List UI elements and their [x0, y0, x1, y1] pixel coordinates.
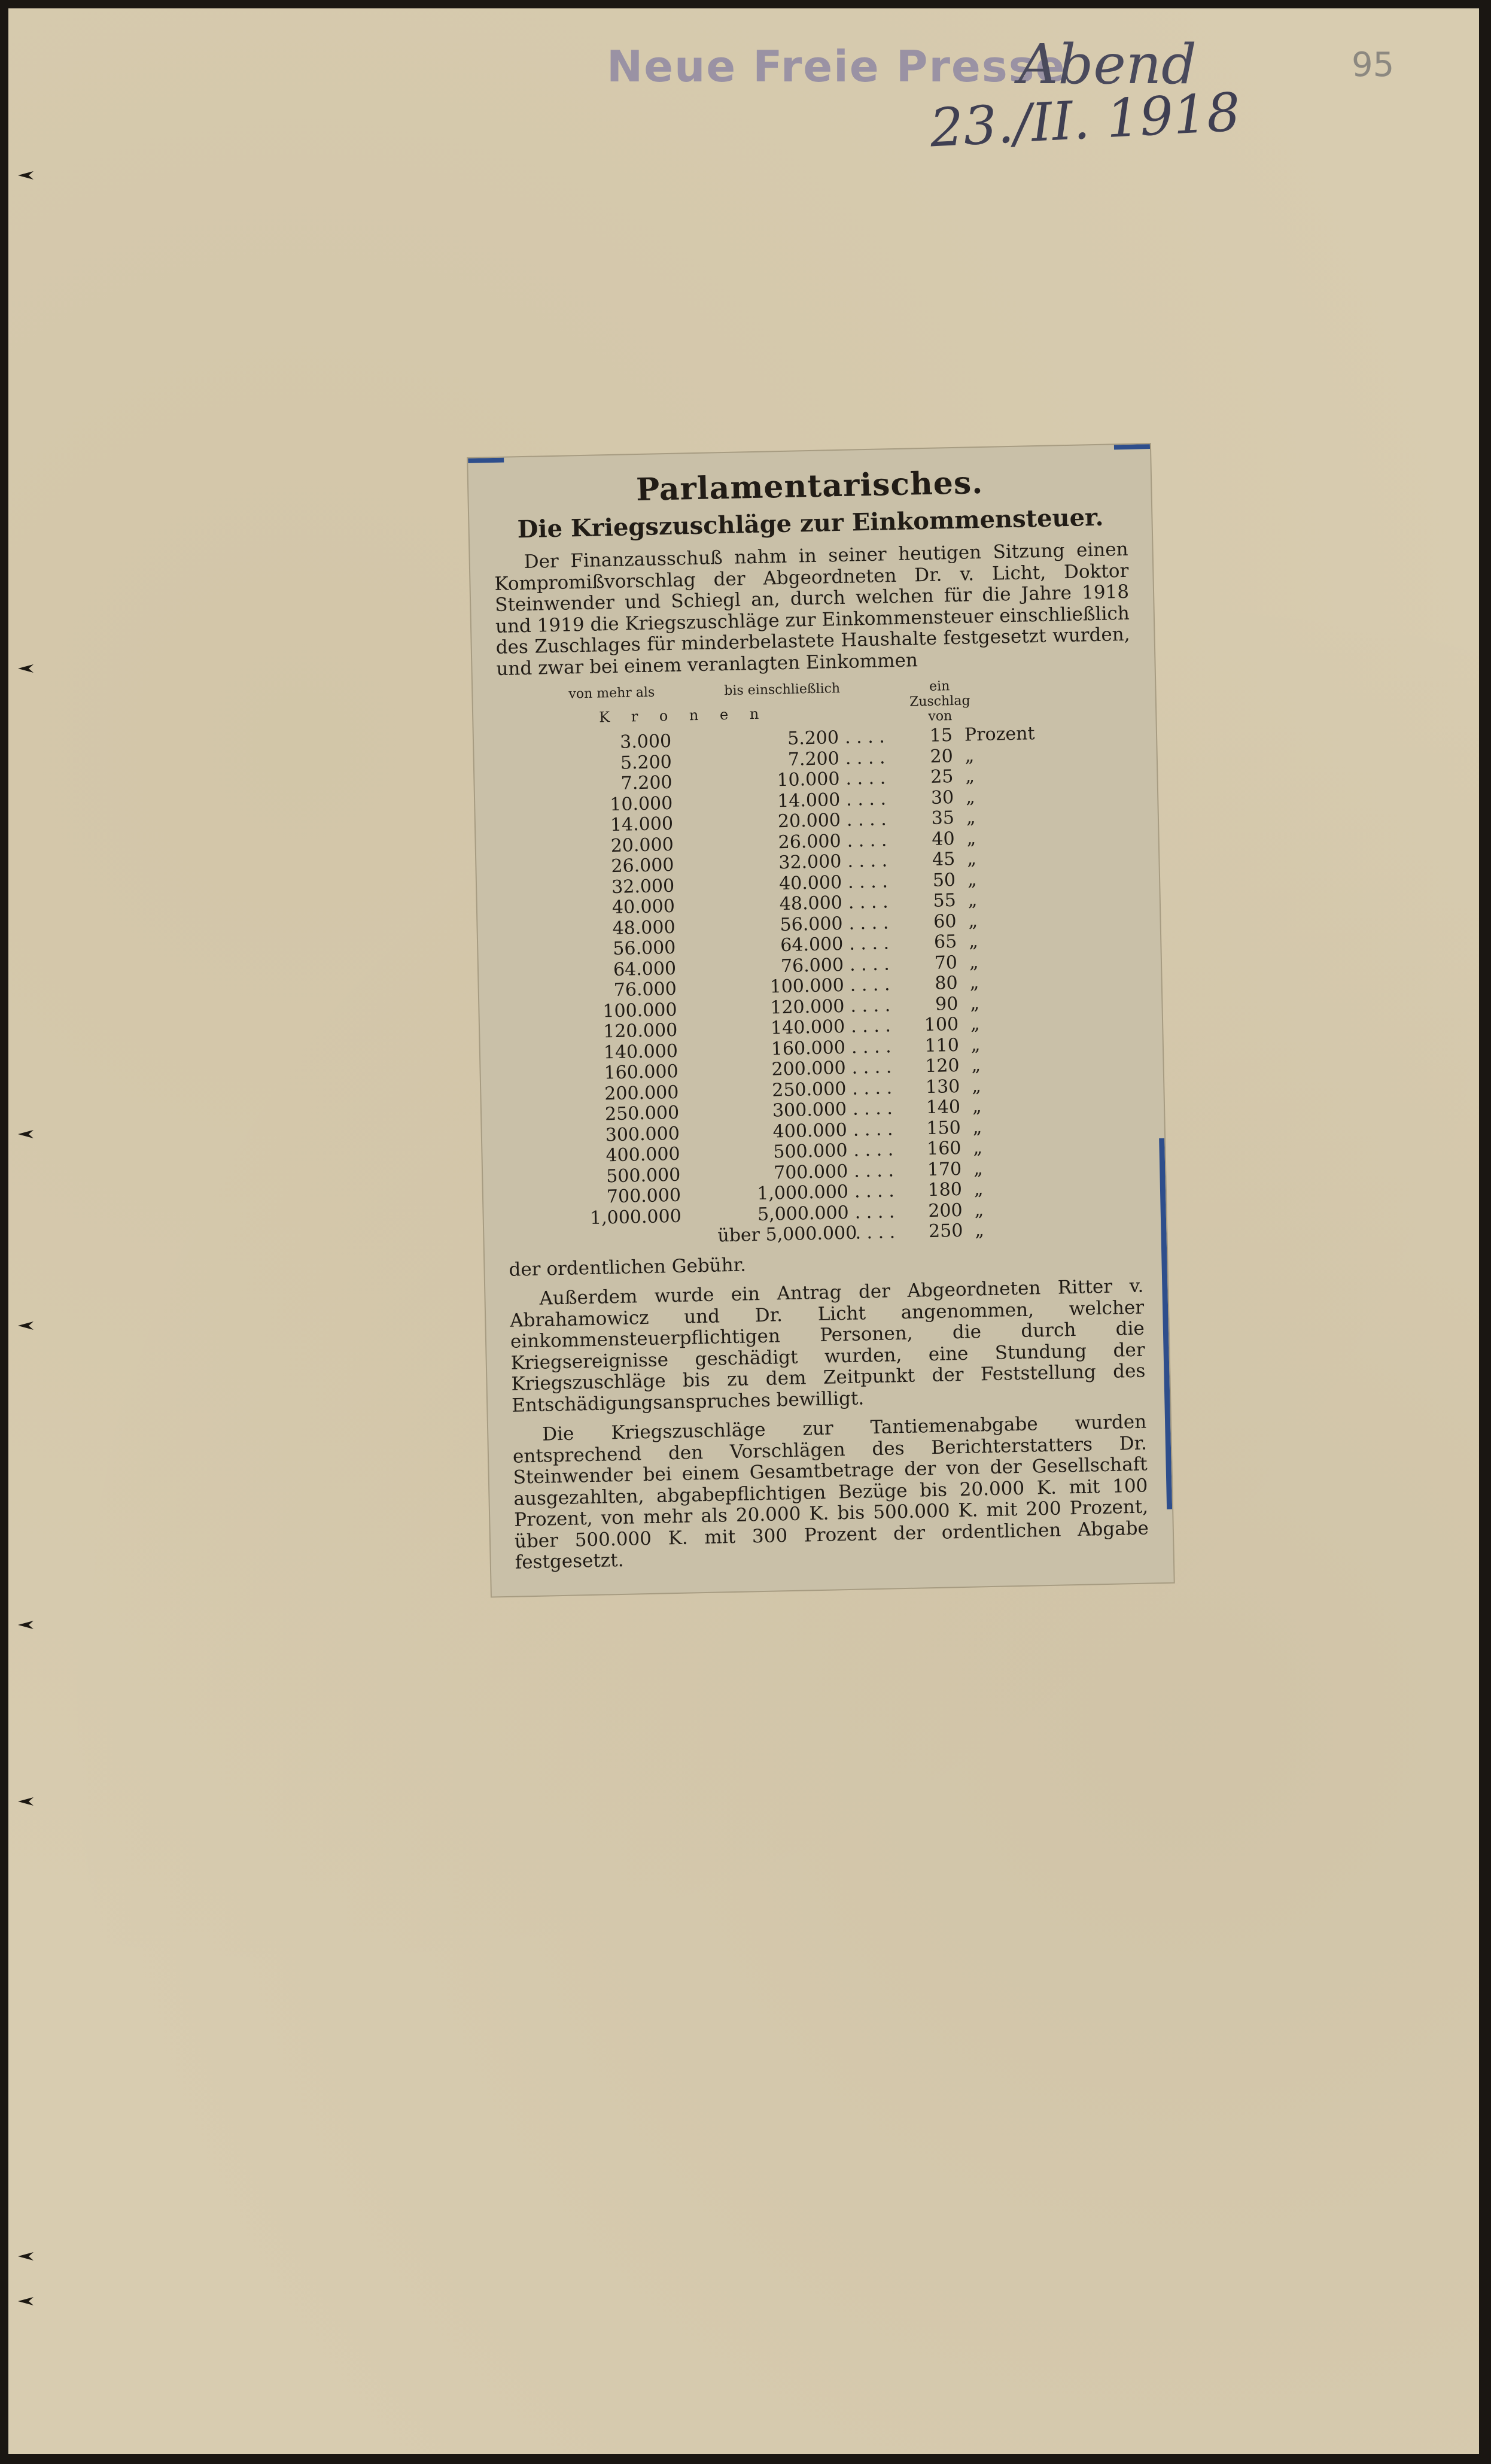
cell-to: 300.000: [772, 1098, 847, 1122]
cell-percent: 35: [931, 807, 955, 829]
cell-to: 56.000: [780, 913, 843, 935]
cell-from: 20.000: [610, 834, 674, 856]
cell-unit: „: [971, 1055, 981, 1076]
cell-percent: 30: [930, 786, 954, 809]
leader-dots: . . . .: [847, 829, 887, 852]
leader-dots: . . . .: [847, 870, 888, 893]
cell-unit: „: [968, 910, 978, 932]
cell-unit: „: [966, 827, 976, 849]
punch-hole-mark: [17, 1319, 35, 1332]
cell-unit: „: [969, 951, 979, 973]
cell-to: 10.000: [777, 768, 840, 791]
cell-from: 1,000.000: [589, 1205, 682, 1229]
cell-unit: „: [970, 1013, 981, 1035]
cell-to: 160.000: [771, 1037, 846, 1060]
cell-to: 140.000: [770, 1016, 845, 1039]
cell-percent: 70: [934, 952, 958, 974]
punch-hole-mark: [17, 2295, 35, 2308]
cell-unit: „: [974, 1199, 984, 1220]
cell-from: 250.000: [604, 1102, 680, 1125]
cell-percent: 150: [926, 1117, 961, 1139]
cell-from: 26.000: [611, 854, 674, 877]
cell-to: 5.200: [787, 727, 839, 749]
cell-percent: 65: [933, 931, 957, 953]
cell-to: 32.000: [778, 851, 842, 874]
page-number: 95: [1352, 45, 1395, 84]
cell-from: 7.200: [620, 771, 673, 794]
cell-percent: 100: [924, 1013, 959, 1036]
cell-from: 120.000: [603, 1019, 678, 1043]
leader-dots: . . . .: [851, 1035, 891, 1058]
cell-from: 32.000: [611, 875, 675, 898]
leader-dots: . . . .: [853, 1159, 894, 1182]
cell-to: 26.000: [778, 830, 842, 853]
cell-unit: „: [967, 889, 978, 911]
blue-edge-mark: [1114, 444, 1150, 449]
leader-dots: . . . .: [855, 1222, 896, 1244]
punch-hole-mark: [17, 169, 35, 182]
cell-percent: 120: [924, 1055, 960, 1077]
cell-unit: „: [968, 931, 979, 952]
leader-dots: . . . .: [854, 1201, 895, 1223]
cell-percent: 180: [927, 1178, 963, 1201]
cell-to: 400.000: [772, 1119, 848, 1143]
leader-dots: . . . .: [854, 1180, 895, 1202]
cell-from: 10.000: [609, 792, 673, 815]
cell-unit: „: [966, 848, 977, 870]
cell-to: 200.000: [771, 1057, 846, 1080]
article-subtitle: Die Kriegszuschläge zur Einkommensteuer.: [517, 503, 1104, 544]
cell-percent: 110: [924, 1034, 960, 1056]
surcharge-table: [498, 722, 1143, 1251]
cell-from: 160.000: [604, 1061, 679, 1084]
punch-hole-mark: [17, 2250, 35, 2263]
cell-unit: „: [965, 765, 975, 787]
col-header-to: bis einschließlich: [724, 680, 841, 699]
cell-unit: Prozent: [964, 723, 1035, 746]
cell-percent: 160: [926, 1137, 961, 1160]
leader-dots: . . . .: [846, 809, 887, 831]
archive-sheet: [8, 8, 1479, 2454]
leader-dots: . . . .: [851, 1077, 893, 1099]
cell-unit: „: [967, 868, 977, 891]
cell-percent: 130: [925, 1075, 960, 1098]
cell-from: 48.000: [612, 916, 675, 939]
cell-to: 5,000.000: [757, 1202, 850, 1225]
cell-from: 100.000: [603, 999, 677, 1022]
cell-percent: 25: [930, 766, 954, 788]
cell-from: 64.000: [613, 958, 677, 980]
cell-from: 5.200: [620, 751, 673, 774]
cell-to: 64.000: [780, 933, 844, 956]
leader-dots: . . . .: [847, 850, 888, 872]
cell-to: 250.000: [771, 1078, 847, 1101]
article-paragraph-3: Die Kriegszuschläge zur Tantiemenabgabe wurden entsprechend den Vorschlägen des Berichterstatters Dr. Steinwender bei einem Gesamtbetrage der von der Gesellschaft ausgezahlten, abgabepflichtigen Bezüge bis 20.000 K. mit 100 Prozent, von mehr als 20.000 K. bis 500.000 K. mit 200 Prozent, über 500.000 K. mit 300 Prozent der ordentlichen Abgabe festgesetzt.: [512, 1411, 1149, 1573]
leader-dots: . . . .: [848, 891, 888, 913]
leader-dots: . . . .: [844, 726, 886, 748]
leader-dots: . . . .: [848, 932, 890, 955]
cell-from: 140.000: [603, 1040, 678, 1063]
cell-from: 76.000: [613, 978, 677, 1001]
cell-to: 100.000: [769, 974, 845, 998]
cell-unit: „: [973, 1137, 983, 1159]
leader-dots: . . . .: [845, 746, 886, 769]
cell-unit: „: [972, 1096, 982, 1117]
handwritten-date: 23./II. 1918: [928, 81, 1242, 159]
article-intro: Der Finanzausschuß nahm in seiner heutigen Sitzung einen Kompromißvorschlag der Abgeordneten Dr. v. Licht, Doktor Steinwender und Schiegl an, durch welchen für die Jahre 1918 und 1919 die Kriegszuschläge zur Einkommensteuer einschließlich des Zuschlages für minderbelastete Haushalte festgesetzt wurden, und zwar bei einem veranlagten Einkommen: [494, 538, 1130, 680]
after-table-text: der ordentlichen Gebühr.: [509, 1254, 747, 1281]
cell-to: 700.000: [773, 1160, 848, 1183]
cell-percent: 55: [933, 890, 957, 912]
cell-unit: „: [973, 1178, 984, 1200]
cell-to: 20.000: [777, 810, 841, 833]
cell-to: 1,000.000: [756, 1181, 849, 1205]
blue-edge-mark: [468, 458, 504, 463]
cell-unit: „: [964, 745, 975, 767]
newspaper-stamp: Neue Freie Presse: [607, 41, 1066, 92]
cell-to: 14.000: [777, 789, 841, 812]
leader-dots: . . . .: [853, 1139, 894, 1161]
leader-dots: . . . .: [852, 1098, 893, 1120]
cell-unit: „: [972, 1116, 982, 1138]
cell-to: 120.000: [770, 995, 845, 1019]
punch-hole-mark: [17, 1128, 35, 1141]
leader-dots: . . . .: [849, 953, 890, 976]
cell-to: 76.000: [780, 954, 844, 977]
cell-percent: 250: [928, 1220, 963, 1242]
col-header-from: von mehr als: [568, 685, 655, 702]
cell-unit: „: [974, 1220, 985, 1241]
cell-unit: „: [973, 1157, 984, 1179]
cell-to: 40.000: [778, 871, 842, 894]
cell-percent: 200: [927, 1199, 963, 1222]
cell-to: über 5,000.000: [717, 1222, 857, 1247]
cell-unit: „: [971, 1075, 982, 1097]
cell-percent: 45: [932, 849, 956, 870]
cell-percent: 90: [935, 993, 958, 1015]
cell-from: 200.000: [604, 1081, 679, 1104]
cell-from: 300.000: [605, 1123, 680, 1146]
cell-to: 500.000: [773, 1140, 848, 1163]
punch-hole-mark: [17, 662, 35, 675]
cell-percent: 80: [935, 972, 958, 994]
leader-dots: . . . .: [848, 912, 889, 934]
cell-from: 40.000: [611, 895, 675, 919]
handwritten-edition: Abend: [1018, 32, 1197, 96]
col-header-pct: ein Zuschlag von: [909, 679, 970, 724]
cell-percent: 40: [932, 828, 955, 850]
cell-from: 700.000: [606, 1184, 681, 1208]
cell-percent: 60: [933, 910, 957, 932]
leader-dots: . . . .: [850, 994, 891, 1017]
newspaper-clipping: [468, 444, 1174, 1596]
punch-hole-mark: [17, 1795, 35, 1808]
cell-to: 7.200: [787, 748, 840, 770]
cell-percent: 15: [929, 725, 953, 746]
leader-dots: . . . .: [851, 1056, 892, 1078]
leader-dots: . . . .: [853, 1118, 893, 1141]
cell-from: 14.000: [610, 813, 674, 836]
cell-unit: „: [966, 807, 976, 828]
leader-dots: . . . .: [845, 788, 887, 810]
punch-hole-mark: [17, 1618, 35, 1631]
cell-from: 400.000: [605, 1143, 680, 1166]
cell-unit: „: [970, 992, 980, 1014]
cell-unit: „: [969, 972, 979, 994]
article-title: Parlamentarisches.: [635, 464, 984, 509]
cell-percent: 20: [930, 745, 954, 767]
cell-percent: 50: [932, 869, 956, 891]
leader-dots: . . . .: [850, 1015, 891, 1037]
leader-dots: . . . .: [850, 974, 890, 996]
blue-edge-mark: [1159, 1138, 1172, 1509]
cell-from: 3.000: [619, 730, 672, 753]
cell-percent: 170: [927, 1158, 962, 1180]
article-paragraph-2: Außerdem wurde ein Antrag der Abgeordneten Ritter v. Abrahamowicz und Dr. Licht angenommen, welcher einkommensteuerpflichtigen Personen, die durch die Kriegsereignisse geschädigt wurden, eine Stundung der Kriegszuschläge bis zu dem Zeitpunkt der Feststellung des Entschädigungsanspruches bewilligt.: [509, 1275, 1146, 1417]
leader-dots: . . . .: [845, 767, 886, 789]
cell-unit: „: [970, 1034, 981, 1056]
cell-from: 56.000: [612, 937, 676, 960]
cell-to: 48.000: [779, 892, 843, 915]
cell-percent: 140: [926, 1096, 961, 1119]
cell-from: 500.000: [605, 1164, 681, 1187]
cell-unit: „: [965, 786, 976, 808]
unit-label: K r o n e n: [598, 705, 768, 726]
